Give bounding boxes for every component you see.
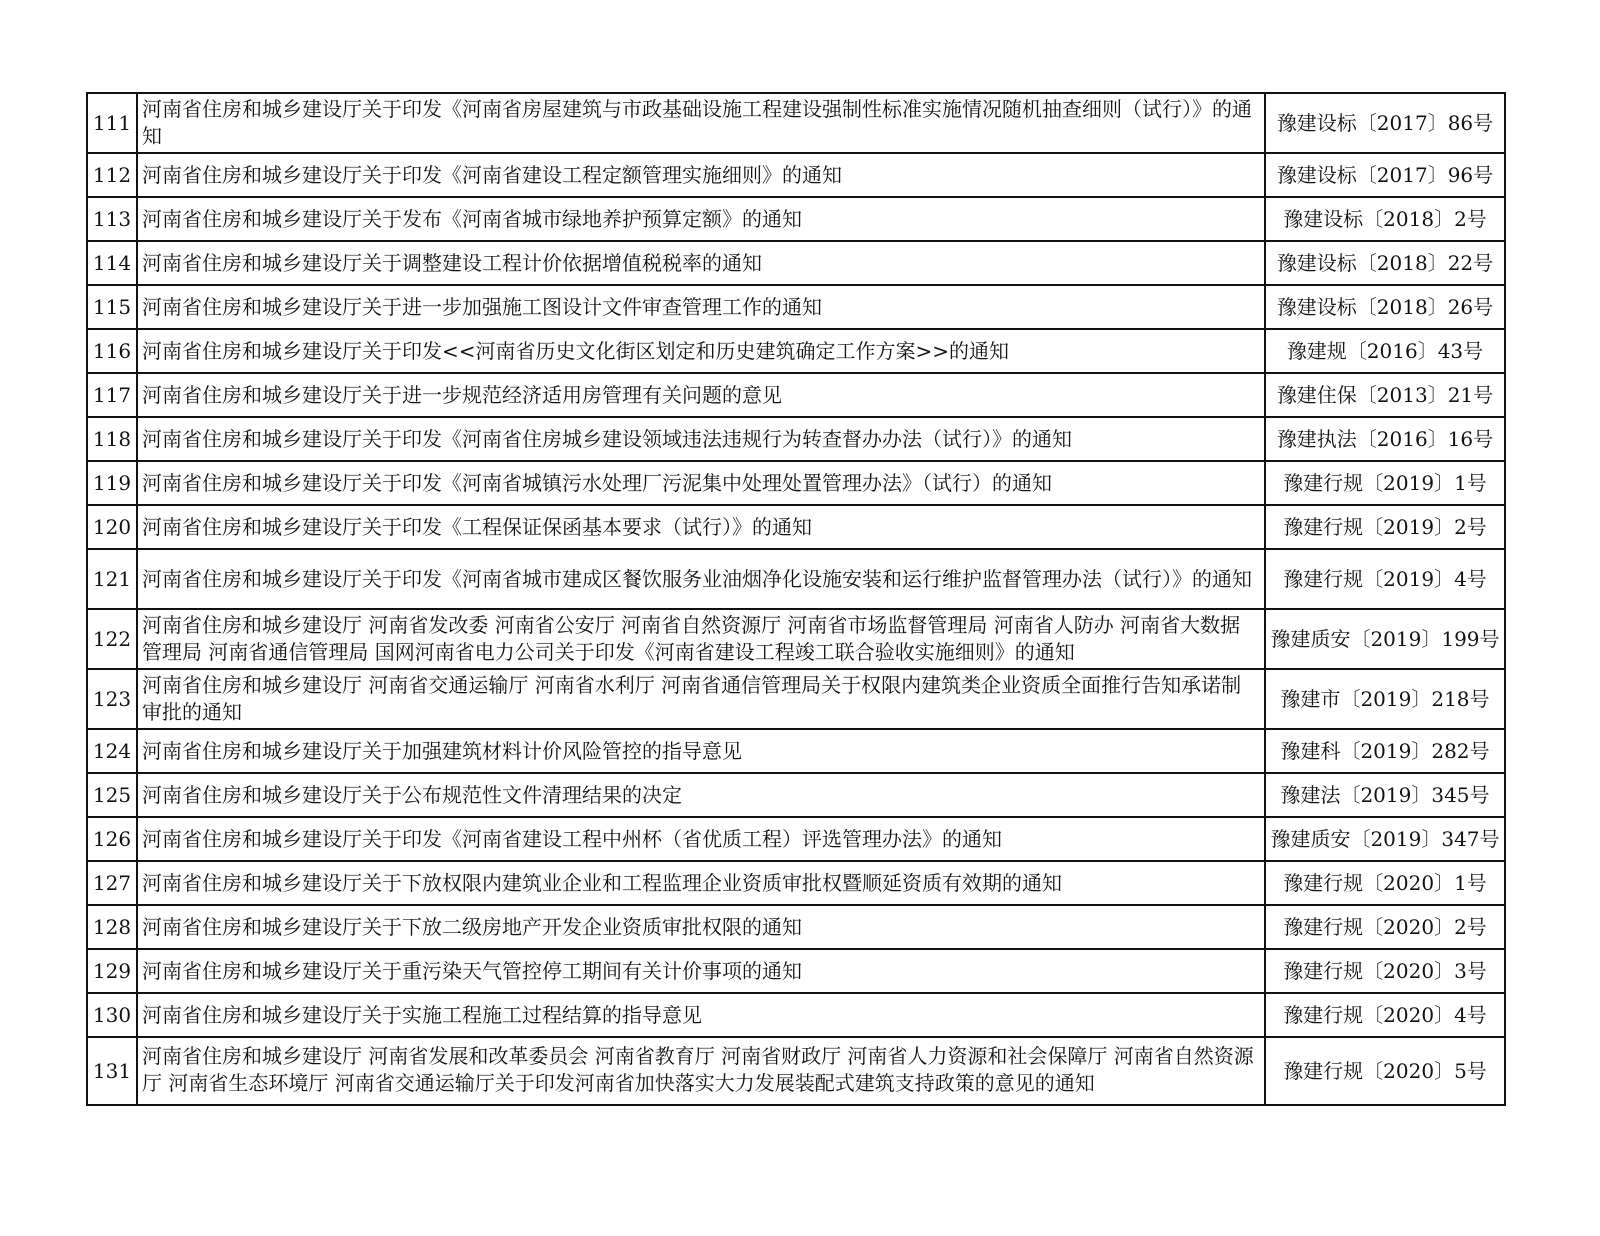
table-row: [87, 153, 1505, 197]
table-row: [87, 949, 1505, 993]
document-code: 豫建质安〔2019〕347号: [1265, 817, 1505, 861]
document-title: 河南省住房和城乡建设厅关于印发《河南省城镇污水处理厂污泥集中处理处置管理办法》（试行）的通知: [137, 461, 1265, 505]
document-code: 豫建设标〔2018〕2号: [1265, 197, 1505, 241]
document-title: 河南省住房和城乡建设厅关于调整建设工程计价依据增值税税率的通知: [137, 241, 1265, 285]
document-code: 豫建设标〔2018〕26号: [1265, 285, 1505, 329]
row-number: 124: [87, 729, 137, 773]
table-row: [87, 773, 1505, 817]
row-number: 126: [87, 817, 137, 861]
document-code: 豫建执法〔2016〕16号: [1265, 417, 1505, 461]
table-row: [87, 549, 1505, 609]
document-title: 河南省住房和城乡建设厅关于进一步规范经济适用房管理有关问题的意见: [137, 373, 1265, 417]
table-row: [87, 817, 1505, 861]
document-code: 豫建行规〔2019〕1号: [1265, 461, 1505, 505]
table-row: [87, 329, 1505, 373]
document-title: 河南省住房和城乡建设厅关于印发《河南省建设工程定额管理实施细则》的通知: [137, 153, 1265, 197]
row-number: 114: [87, 241, 137, 285]
table-row: [87, 1037, 1505, 1105]
table-row: [87, 505, 1505, 549]
document-title: 河南省住房和城乡建设厅关于下放权限内建筑业企业和工程监理企业资质审批权暨顺延资质有效期的通知: [137, 861, 1265, 905]
document-title: 河南省住房和城乡建设厅关于印发<<河南省历史文化街区划定和历史建筑确定工作方案>>的通知: [137, 329, 1265, 373]
document-title: 河南省住房和城乡建设厅关于印发《河南省住房城乡建设领域违法违规行为转查督办办法（试行）》的通知: [137, 417, 1265, 461]
document-code: 豫建设标〔2018〕22号: [1265, 241, 1505, 285]
document-code: 豫建设标〔2017〕86号: [1265, 93, 1505, 153]
row-number: 122: [87, 609, 137, 669]
row-number: 112: [87, 153, 137, 197]
row-number: 113: [87, 197, 137, 241]
table-row: [87, 93, 1505, 153]
table-row: [87, 461, 1505, 505]
table-row: [87, 197, 1505, 241]
row-number: 127: [87, 861, 137, 905]
document-code: 豫建规〔2016〕43号: [1265, 329, 1505, 373]
document-title: 河南省住房和城乡建设厅 河南省发改委 河南省公安厅 河南省自然资源厅 河南省市场监督管理局 河南省人防办 河南省大数据管理局 河南省通信管理局 国网河南省电力公司关于印发《河南省建设工程竣工联合验收实施细则》的通知: [137, 609, 1265, 669]
row-number: 120: [87, 505, 137, 549]
row-number: 131: [87, 1037, 137, 1105]
document-title: 河南省住房和城乡建设厅关于重污染天气管控停工期间有关计价事项的通知: [137, 949, 1265, 993]
row-number: 130: [87, 993, 137, 1037]
document-title: 河南省住房和城乡建设厅关于公布规范性文件清理结果的决定: [137, 773, 1265, 817]
row-number: 118: [87, 417, 137, 461]
document-code: 豫建市〔2019〕218号: [1265, 669, 1505, 729]
document-code: 豫建设标〔2017〕96号: [1265, 153, 1505, 197]
table-row: [87, 861, 1505, 905]
document-title: [137, 1037, 1265, 1105]
document-code: 豫建质安〔2019〕199号: [1265, 609, 1505, 669]
document-title: 河南省住房和城乡建设厅关于印发《河南省房屋建筑与市政基础设施工程建设强制性标准实施情况随机抽查细则（试行）》的通知: [137, 93, 1265, 153]
table-row: [87, 905, 1505, 949]
row-number: 128: [87, 905, 137, 949]
row-number: 117: [87, 373, 137, 417]
row-number: 115: [87, 285, 137, 329]
table-row: [87, 241, 1505, 285]
document-code: 豫建行规〔2019〕4号: [1265, 549, 1505, 609]
table-row: [87, 285, 1505, 329]
row-number: 129: [87, 949, 137, 993]
document-title: 河南省住房和城乡建设厅关于印发《河南省建设工程中州杯（省优质工程）评选管理办法》的通知: [137, 817, 1265, 861]
document-title-text: 河南省住房和城乡建设厅 河南省发展和改革委员会 河南省教育厅 河南省财政厅 河南省人力资源和社会保障厅 河南省自然资源厅 河南省生态环境厅 河南省交通运输厅关于印发河南省加快落实大力发展装配式建筑支持政策的意见的通知: [142, 1044, 1254, 1095]
document-title: 河南省住房和城乡建设厅关于进一步加强施工图设计文件审查管理工作的通知: [137, 285, 1265, 329]
document-title: 河南省住房和城乡建设厅关于发布《河南省城市绿地养护预算定额》的通知: [137, 197, 1265, 241]
document-code: 豫建住保〔2013〕21号: [1265, 373, 1505, 417]
document-code: 豫建法〔2019〕345号: [1265, 773, 1505, 817]
regulation-table: [86, 92, 1506, 1106]
row-number: 111: [87, 93, 137, 153]
table-row: [87, 609, 1505, 669]
document-code: 豫建行规〔2019〕2号: [1265, 505, 1505, 549]
document-code: 豫建科〔2019〕282号: [1265, 729, 1505, 773]
document-code: 豫建行规〔2020〕1号: [1265, 861, 1505, 905]
row-number: 116: [87, 329, 137, 373]
document-code: 豫建行规〔2020〕5号: [1265, 1037, 1505, 1105]
table-row: [87, 669, 1505, 729]
document-title: 河南省住房和城乡建设厅关于印发《工程保证保函基本要求（试行）》的通知: [137, 505, 1265, 549]
row-number: 121: [87, 549, 137, 609]
document-title: 河南省住房和城乡建设厅关于加强建筑材料计价风险管控的指导意见: [137, 729, 1265, 773]
row-number: 123: [87, 669, 137, 729]
document-title: 河南省住房和城乡建设厅关于印发《河南省城市建成区餐饮服务业油烟净化设施安装和运行维护监督管理办法（试行）》的通知: [137, 549, 1265, 609]
document-title: 河南省住房和城乡建设厅关于实施工程施工过程结算的指导意见: [137, 993, 1265, 1037]
row-number: 125: [87, 773, 137, 817]
row-number: 119: [87, 461, 137, 505]
document-code: 豫建行规〔2020〕4号: [1265, 993, 1505, 1037]
table-row: [87, 373, 1505, 417]
table-row: [87, 417, 1505, 461]
document-title: 河南省住房和城乡建设厅关于下放二级房地产开发企业资质审批权限的通知: [137, 905, 1265, 949]
table-row: [87, 993, 1505, 1037]
document-code: 豫建行规〔2020〕2号: [1265, 905, 1505, 949]
table-row: [87, 729, 1505, 773]
document-code: 豫建行规〔2020〕3号: [1265, 949, 1505, 993]
document-title: 河南省住房和城乡建设厅 河南省交通运输厅 河南省水利厅 河南省通信管理局关于权限内建筑类企业资质全面推行告知承诺制审批的通知: [137, 669, 1265, 729]
